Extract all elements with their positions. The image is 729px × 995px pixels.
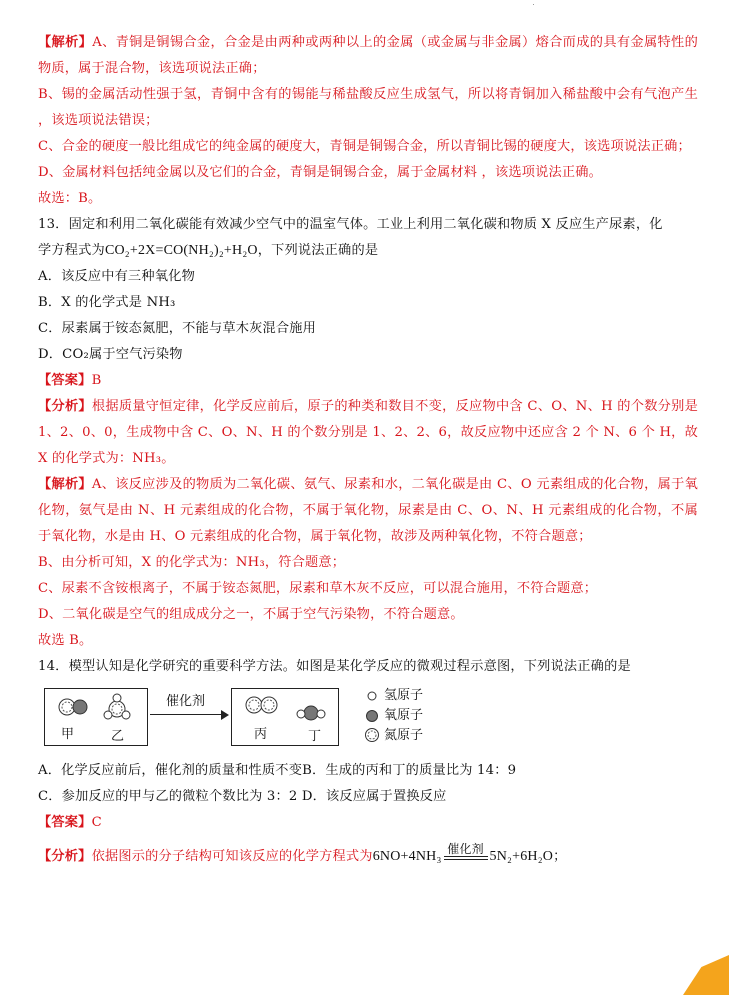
reaction-arrow: [150, 714, 226, 715]
nitrogen-atom-icon: [365, 728, 381, 744]
q12-analysis-d: D、金属材料包括纯金属以及它们的合金，青铜是铜锡合金，属于金属材料 ，该选项说法正确。: [38, 165, 603, 180]
hydrogen-atom-icon: [366, 690, 380, 704]
reaction-diagram: [38, 686, 698, 752]
double-bar: [444, 856, 488, 860]
label-yi: 乙: [111, 729, 125, 744]
q12-answer: 故选：B。: [38, 191, 102, 206]
q14-analysis-suffix: ；: [553, 849, 567, 864]
q13-solution-a: [38, 472, 698, 550]
label-jia: 甲: [61, 727, 75, 742]
q13-stem-suffix: ，下列说法正确的是: [257, 243, 379, 258]
q13-answer-value: B: [91, 373, 102, 388]
label-bing: 丙: [254, 727, 268, 742]
q13-solution-b: B、由分析可知，X 的化学式为：NH₃，符合题意；: [38, 555, 346, 570]
q13-solution-a-text: A、该反应涉及的物质为二氧化碳、氨气、尿素和水，二氧化碳是由 C、O 元素组成的化合物，属于氧化物，氨气是由 N、H 元素组成的化合物，不属于氧化物，尿素是由 C、O、N、H 元素组成的化合物，不属于氧化物，水是由 H、O 元素组成的化合物，属于氧化物，故涉及两种氧化物，不符合题意；: [38, 477, 698, 544]
q12-analysis-a-text: A、青铜是铜锡合金，合金是由两种或两种以上的金属（或金属与非金属）熔合而成的具有金属特性的物质，属于混合物，该选项说法正确；: [38, 35, 698, 76]
analysis-tag: 【分析】: [38, 849, 92, 864]
q14-equation-left: 6NO+4NH₃: [372, 849, 442, 864]
q14-equation-right: 5N₂+6H₂O: [489, 849, 554, 864]
product-molecules: [232, 689, 338, 745]
q13-equation: CO₂+2X=CO(NH₂)₂+H₂O: [104, 243, 258, 258]
q14-equation-arrow: [444, 842, 488, 860]
oxygen-atom-icon: [366, 710, 380, 724]
q14-answer-value: C: [91, 815, 102, 830]
q13-analysis: [38, 394, 698, 472]
q13-option-b: B．X 的化学式是 NH₃: [38, 295, 176, 310]
products-box: [231, 688, 339, 746]
analysis-tag: 【分析】: [38, 399, 92, 414]
q14-stem: 14．模型认知是化学研究的重要科学方法。如图是某化学反应的微观过程示意图，下列说法正确的是: [38, 659, 631, 674]
arrow-head-icon: [221, 710, 229, 720]
q13-option-d: D．CO₂属于空气污染物: [38, 347, 183, 362]
q13-solution-d: D、二氧化碳是空气的组成成分之一，不属于空气污染物，不符合题意。: [38, 607, 464, 622]
analysis-tag: 【解析】: [38, 35, 93, 50]
answer-tag: 【答案】: [38, 373, 92, 388]
q14-analysis-prefix: 依据图示的分子结构可知该反应的化学方程式为: [91, 849, 373, 864]
molecule-bing: [246, 697, 277, 713]
legend-nitrogen-label: 氮原子: [384, 728, 424, 743]
q12-analysis-c: C、合金的硬度一般比组成它的纯金属的硬度大，青铜是铜锡合金，所以青铜比锡的硬度大，该选项说法正确；: [38, 139, 691, 154]
molecule-jia: [59, 699, 87, 715]
scan-dot: [533, 4, 534, 5]
reactants-box: [44, 688, 148, 746]
q14-answer: [38, 810, 698, 836]
q13-stem-prefix: 学方程式为: [38, 243, 105, 258]
legend-oxygen-label: 氧原子: [384, 708, 424, 723]
q13-answer: [38, 368, 698, 394]
q13-option-a: A．该反应中有三种氧化物: [38, 269, 195, 284]
q14-analysis: [38, 841, 698, 870]
q14-equation-catalyst: 催化剂: [447, 841, 484, 856]
q13-final: 故选 B。: [38, 633, 93, 648]
q12-analysis-b: B、锡的金属活动性强于氢，青铜中含有的锡能与稀盐酸反应生成氢气，所以将青铜加入稀盐酸中会有气泡产生 ，该选项说法错误；: [38, 87, 698, 128]
q13-stem-line2: [38, 238, 698, 264]
q13-analysis-text: 根据质量守恒定律，化学反应前后，原子的种类和数目不变，反应物中含 C、O、N、H 的个数分别是 1、2、0、0，生成物中含 C、O、N、H 的个数分别是 1、2、2、6，故反应物中还应含 2 个 N、6 个 H，故 X 的化学式为：NH₃。: [38, 399, 698, 466]
page-corner-decoration: [683, 955, 729, 995]
q13-option-c: C．尿素属于铵态氮肥，不能与草木灰混合施用: [38, 321, 317, 336]
legend-hydrogen-label: 氢原子: [384, 688, 424, 703]
molecule-ding: [297, 706, 325, 720]
q14-options-row1: A．化学反应前后，催化剂的质量和性质不变B．生成的丙和丁的质量比为 14：9: [38, 763, 517, 778]
q14-options-row2: C．参加反应的甲与乙的微粒个数比为 3：2 D．该反应属于置换反应: [38, 789, 447, 804]
catalyst-label: 催化剂: [166, 694, 206, 709]
q13-solution-c: C、尿素不含铵根离子，不属于铵态氮肥，尿素和草木灰不反应，可以混合施用，不符合题意；: [38, 581, 598, 596]
document-page: [38, 30, 698, 870]
answer-tag: 【答案】: [38, 815, 92, 830]
molecule-yi: [104, 694, 130, 719]
label-ding: 丁: [308, 729, 322, 744]
solution-tag: 【解析】: [38, 477, 92, 492]
q13-stem-line1: 13．固定和利用二氧化碳能有效减少空气中的温室气体。工业上利用二氧化碳和物质 X 反应生产尿素，化: [38, 217, 663, 232]
q12-analysis-a: [38, 30, 698, 82]
